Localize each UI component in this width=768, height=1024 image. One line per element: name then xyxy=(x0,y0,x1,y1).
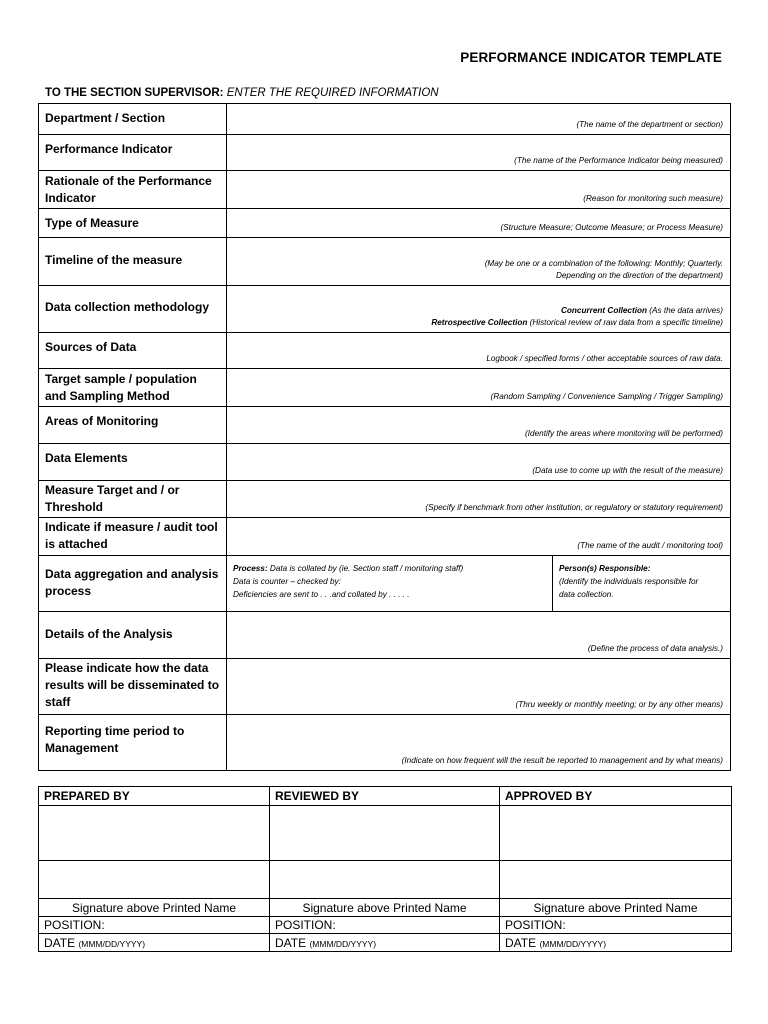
prepared-by-header: PREPARED BY xyxy=(39,787,270,806)
reviewed-by-header: REVIEWED BY xyxy=(270,787,500,806)
row-hint: (Specify if benchmark from other institution, or regulatory or statutory requirement) xyxy=(425,503,723,512)
form-row-sources xyxy=(39,333,731,369)
row-label: Data collection methodology xyxy=(39,286,227,333)
row-hint xyxy=(485,258,723,282)
hint-text: (Historical review of raw data from a specific timeline) xyxy=(527,318,723,327)
hint-line: Depending on the direction of the department) xyxy=(555,271,723,280)
form-row-dissemination xyxy=(39,659,731,715)
rationale-field[interactable] xyxy=(227,171,731,209)
aggregation-split xyxy=(227,556,730,611)
department-field[interactable] xyxy=(227,104,731,135)
process-text: Deficiencies are sent to . . .and collated by . . . . . xyxy=(233,590,410,599)
indicator-form-table xyxy=(38,103,731,771)
hint-bold: Retrospective Collection xyxy=(431,318,528,327)
row-hint: (Structure Measure; Outcome Measure; or Process Measure) xyxy=(500,223,723,232)
sampling-field[interactable] xyxy=(227,369,731,407)
row-hint: (Define the process of data analysis.) xyxy=(587,644,723,653)
row-hint: (Reason for monitoring such measure) xyxy=(583,194,723,203)
form-row-tool xyxy=(39,518,731,556)
row-label: Rationale of the Performance Indicator xyxy=(39,171,227,209)
hint-text: (As the data arrives) xyxy=(647,306,723,315)
row-hint: (The name of the audit / monitoring tool) xyxy=(577,541,723,550)
date-row xyxy=(39,934,732,952)
persons-cell[interactable] xyxy=(553,556,730,611)
approved-by-space[interactable] xyxy=(500,806,732,861)
row-label: Department / Section xyxy=(39,104,227,135)
form-row-target xyxy=(39,481,731,518)
form-row-timeline xyxy=(39,238,731,286)
date-format: (MMM/DD/YYYY) xyxy=(78,938,146,949)
form-row-indicator xyxy=(39,135,731,171)
process-text: Data is collated by (ie. Section staff / monitoring staff) xyxy=(267,564,464,573)
row-hint: Logbook / specified forms / other acceptable sources of raw data. xyxy=(486,354,723,363)
intro-italic: ENTER THE REQUIRED INFORMATION xyxy=(226,87,439,99)
form-row-analysis xyxy=(39,612,731,659)
row-hint: (The name of the Performance Indicator being measured) xyxy=(514,156,723,165)
signature-caption: Signature above Printed Name xyxy=(270,899,500,917)
row-hint: (Data use to come up with the result of the measure) xyxy=(532,466,723,475)
reporting-field[interactable] xyxy=(227,715,731,771)
date-label: DATE xyxy=(275,935,307,950)
row-label: Timeline of the measure xyxy=(39,238,227,286)
row-label: Details of the Analysis xyxy=(39,612,227,659)
signature-row xyxy=(39,861,732,899)
signoff-blank-row xyxy=(39,806,732,861)
hint-line: (May be one or a combination of the following: Monthly; Quarterly. xyxy=(484,259,723,268)
process-cell[interactable] xyxy=(227,556,553,611)
form-row-sampling xyxy=(39,369,731,407)
timeline-field[interactable] xyxy=(227,238,731,286)
intro-line xyxy=(45,87,439,99)
row-label: Sources of Data xyxy=(39,333,227,369)
process-text: Data is counter – checked by: xyxy=(233,577,341,586)
approved-signature-field[interactable] xyxy=(500,861,732,899)
caption-row xyxy=(39,899,732,917)
row-label: Measure Target and / or Threshold xyxy=(39,481,227,518)
row-label: Areas of Monitoring xyxy=(39,407,227,444)
form-row-type xyxy=(39,209,731,238)
row-label: Indicate if measure / audit tool is attached xyxy=(39,518,227,556)
type-field[interactable] xyxy=(227,209,731,238)
signature-caption: Signature above Printed Name xyxy=(39,899,270,917)
form-row-reporting xyxy=(39,715,731,771)
form-row-elements xyxy=(39,444,731,481)
form-row-methodology xyxy=(39,286,731,333)
areas-field[interactable] xyxy=(227,407,731,444)
hint-bold: Concurrent Collection xyxy=(561,306,647,315)
signoff-header-row xyxy=(39,787,732,806)
row-hint xyxy=(431,305,723,329)
signature-caption: Signature above Printed Name xyxy=(500,899,732,917)
target-field[interactable] xyxy=(227,481,731,518)
date-format: (MMM/DD/YYYY) xyxy=(309,938,377,949)
row-label: Data Elements xyxy=(39,444,227,481)
reviewed-position-field[interactable]: POSITION: xyxy=(270,917,500,934)
persons-text: (Identify the individuals responsible for xyxy=(559,577,699,586)
indicator-field[interactable] xyxy=(227,135,731,171)
date-format: (MMM/DD/YYYY) xyxy=(539,938,607,949)
row-label: Reporting time period to Management xyxy=(39,715,227,771)
form-row-department xyxy=(39,104,731,135)
process-label: Process: xyxy=(233,564,268,573)
signoff-table xyxy=(38,786,732,952)
form-row-rationale xyxy=(39,171,731,209)
row-label: Data aggregation and analysis process xyxy=(39,556,227,612)
reviewed-by-space[interactable] xyxy=(270,806,500,861)
row-label: Target sample / population and Sampling Method xyxy=(39,369,227,407)
reviewed-signature-field[interactable] xyxy=(270,861,500,899)
sources-field[interactable] xyxy=(227,333,731,369)
row-hint: (Identify the areas where monitoring will be performed) xyxy=(525,429,723,438)
row-hint: (Thru weekly or monthly meeting; or by any other means) xyxy=(515,700,723,709)
document-title: PERFORMANCE INDICATOR TEMPLATE xyxy=(460,50,722,65)
intro-bold: TO THE SECTION SUPERVISOR: xyxy=(45,87,224,99)
prepared-by-space[interactable] xyxy=(39,806,270,861)
prepared-date-field[interactable] xyxy=(39,934,270,952)
aggregation-field[interactable] xyxy=(227,556,731,612)
prepared-signature-field[interactable] xyxy=(39,861,270,899)
approved-date-field[interactable] xyxy=(500,934,732,952)
dissemination-field[interactable] xyxy=(227,659,731,715)
row-label: Type of Measure xyxy=(39,209,227,238)
persons-text: data collection. xyxy=(559,590,614,599)
row-hint: (Indicate on how frequent will the result be reported to management and by what means) xyxy=(401,756,723,765)
elements-field[interactable] xyxy=(227,444,731,481)
position-row xyxy=(39,917,732,934)
date-label: DATE xyxy=(505,935,537,950)
methodology-field[interactable] xyxy=(227,286,731,333)
persons-label: Person(s) Responsible: xyxy=(559,564,651,573)
prepared-position-field[interactable]: POSITION: xyxy=(39,917,270,934)
analysis-field[interactable] xyxy=(227,612,731,659)
row-label: Performance Indicator xyxy=(39,135,227,171)
tool-field[interactable] xyxy=(227,518,731,556)
reviewed-date-field[interactable] xyxy=(270,934,500,952)
form-row-aggregation xyxy=(39,556,731,612)
date-label: DATE xyxy=(44,935,76,950)
form-row-areas xyxy=(39,407,731,444)
approved-by-header: APPROVED BY xyxy=(500,787,732,806)
row-hint: (The name of the department or section) xyxy=(576,120,723,129)
row-label: Please indicate how the data results will be disseminated to staff xyxy=(39,659,227,715)
row-hint: (Random Sampling / Convenience Sampling / Trigger Sampling) xyxy=(490,392,723,401)
approved-position-field[interactable]: POSITION: xyxy=(500,917,732,934)
